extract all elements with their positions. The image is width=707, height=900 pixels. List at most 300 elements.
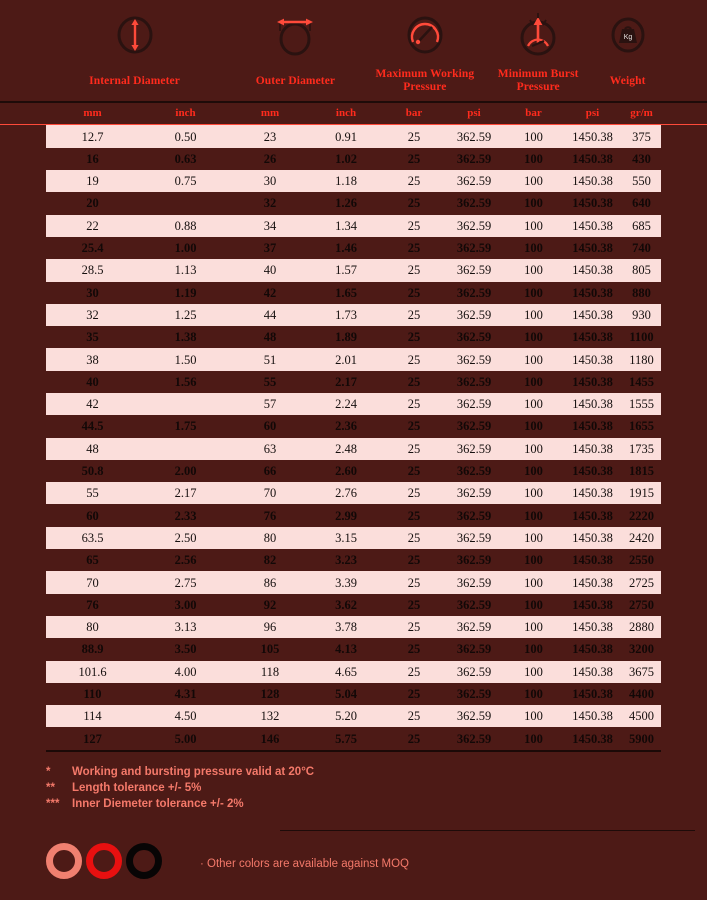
table-cell: 20 xyxy=(86,196,99,211)
table-cell-group xyxy=(232,126,384,148)
table-cell-group xyxy=(504,371,622,393)
table-cell: 70 xyxy=(263,486,277,501)
table-row xyxy=(46,438,661,460)
table-cell: 362.59 xyxy=(456,553,492,568)
table-row xyxy=(46,192,661,214)
table-cell-group xyxy=(232,527,384,549)
table-cell: 1450.38 xyxy=(572,530,613,545)
table-cell: 1450.38 xyxy=(572,419,613,434)
table-cell-group xyxy=(384,215,504,237)
table-cell: 3.50 xyxy=(174,642,197,657)
table-cell-group xyxy=(46,192,232,214)
table-cell: 25 xyxy=(407,397,421,412)
table-cell: 2750 xyxy=(629,597,654,612)
table-cell: 3.15 xyxy=(335,530,357,545)
swatch-red xyxy=(86,843,122,879)
table-cell: 362.59 xyxy=(456,174,492,189)
table-cell: 805 xyxy=(632,263,651,278)
table-cell-group xyxy=(622,527,661,549)
table-cell: 12.7 xyxy=(81,129,104,144)
table-row xyxy=(46,304,661,326)
table-row xyxy=(46,527,661,549)
table-cell-group xyxy=(504,661,622,683)
table-cell-group xyxy=(384,482,504,504)
table-cell: 60 xyxy=(86,508,99,523)
table-cell: 25 xyxy=(407,664,421,679)
table-cell-group xyxy=(504,237,622,259)
table-cell: 25 xyxy=(407,687,421,701)
table-cell-group xyxy=(46,594,232,616)
section-divider xyxy=(280,830,695,831)
table-cell: 100 xyxy=(524,441,543,456)
table-cell: 2.99 xyxy=(335,508,357,523)
table-cell: 1.25 xyxy=(174,307,197,322)
header-max-working-pressure-label: Maximum Working Pressure xyxy=(375,68,475,94)
table-cell: 1450.38 xyxy=(572,709,613,724)
table-cell-group xyxy=(232,438,384,460)
table-cell-group xyxy=(504,616,622,638)
table-cell-group xyxy=(504,304,622,326)
table-cell: 1450.38 xyxy=(572,263,613,278)
table-cell-group xyxy=(384,638,504,660)
table-cell: 1100 xyxy=(629,330,654,345)
table-cell: 80 xyxy=(86,620,99,635)
weight-icon-label: Kg xyxy=(623,34,632,41)
table-row xyxy=(46,661,661,683)
table-cell: 362.59 xyxy=(456,419,492,434)
table-cell-group xyxy=(504,705,622,727)
table-cell: 1735 xyxy=(629,441,654,456)
table-row xyxy=(46,683,661,705)
table-cell-group xyxy=(504,192,622,214)
table-cell: 100 xyxy=(524,218,543,233)
table-cell-group xyxy=(46,616,232,638)
unit-weight-grm: gr/m xyxy=(630,107,653,120)
table-cell-group xyxy=(46,326,232,348)
table-cell: 362.59 xyxy=(456,241,492,256)
table-cell: 2.48 xyxy=(335,441,357,456)
table-cell: 51 xyxy=(263,352,277,367)
table-cell: 48 xyxy=(86,441,99,456)
table-cell: 2.01 xyxy=(335,352,357,367)
table-cell-group xyxy=(46,148,232,170)
unit-id-inch: inch xyxy=(175,107,196,120)
table-cell: 32 xyxy=(86,307,99,322)
table-cell-group xyxy=(622,683,661,705)
table-cell: 362.59 xyxy=(456,151,492,166)
table-cell: 70 xyxy=(86,575,99,590)
table-cell-group xyxy=(46,304,232,326)
table-cell: 740 xyxy=(632,241,651,256)
table-cell: 550 xyxy=(632,174,651,189)
table-cell-group xyxy=(622,728,661,750)
table-cell: 1815 xyxy=(629,464,654,479)
table-cell: 37 xyxy=(263,241,277,256)
table-cell-group xyxy=(504,683,622,705)
table-cell: 100 xyxy=(524,664,543,679)
table-cell: 55 xyxy=(263,374,277,389)
footnote-marker: * xyxy=(46,765,51,778)
table-cell: 362.59 xyxy=(456,620,492,635)
table-cell-group xyxy=(622,126,661,148)
table-cell: 22 xyxy=(86,218,99,233)
footnote xyxy=(46,764,707,780)
internal-diameter-icon xyxy=(46,8,223,62)
table-cell: 3.62 xyxy=(335,597,357,612)
table-cell-group xyxy=(384,148,504,170)
table-cell: 114 xyxy=(83,709,102,724)
table-cell-group xyxy=(46,438,232,460)
moq-note: · Other colors are available against MOQ xyxy=(200,858,410,870)
table-cell: 25 xyxy=(407,330,421,345)
table-cell-group xyxy=(622,282,661,304)
table-cell: 362.59 xyxy=(456,397,492,412)
table-cell: 1.19 xyxy=(174,285,197,300)
table-cell: 23 xyxy=(263,129,277,144)
table-cell: 1450.38 xyxy=(572,241,613,256)
table-cell: 44.5 xyxy=(81,419,104,434)
table-cell: 1.26 xyxy=(335,196,357,211)
table-cell-group xyxy=(384,549,504,571)
table-cell-group xyxy=(504,460,622,482)
unit-mbp-bar: bar xyxy=(525,107,542,120)
table-cell: 25 xyxy=(407,263,421,278)
table-cell: 82 xyxy=(263,553,277,568)
table-cell-group xyxy=(384,438,504,460)
table-cell-group xyxy=(232,237,384,259)
table-row xyxy=(46,616,661,638)
table-cell: 25 xyxy=(407,151,421,166)
table-row xyxy=(46,393,661,415)
table-cell: 100 xyxy=(524,285,543,300)
table-cell: 100 xyxy=(524,397,543,412)
color-swatch-bar xyxy=(46,843,166,879)
footnote-marker: ** xyxy=(46,781,55,794)
table-group-header xyxy=(0,62,707,103)
table-cell: 1450.38 xyxy=(572,397,613,412)
table-cell: 25 xyxy=(407,307,421,322)
table-cell: 1.13 xyxy=(174,263,197,278)
table-cell-group xyxy=(232,482,384,504)
table-cell: 1.46 xyxy=(335,241,357,256)
table-cell: 0.63 xyxy=(174,151,197,166)
table-cell: 1450.38 xyxy=(572,129,613,144)
table-cell-group xyxy=(622,505,661,527)
table-cell: 34 xyxy=(263,218,277,233)
table-cell: 127 xyxy=(83,731,102,746)
outer-diameter-icon xyxy=(223,8,368,62)
table-cell: 362.59 xyxy=(456,642,492,657)
table-cell: 0.91 xyxy=(335,129,357,144)
table-cell: 1.65 xyxy=(335,285,357,300)
table-cell: 2.17 xyxy=(174,486,197,501)
table-cell-group xyxy=(504,326,622,348)
table-row xyxy=(46,549,661,571)
table-cell-group xyxy=(384,126,504,148)
table-cell: 2725 xyxy=(629,575,654,590)
table-cell-group xyxy=(622,215,661,237)
table-cell: 26 xyxy=(263,151,277,166)
working-pressure-gauge-icon xyxy=(368,8,482,62)
table-cell: 100 xyxy=(524,352,543,367)
table-cell: 362.59 xyxy=(456,575,492,590)
table-cell: 132 xyxy=(260,709,280,724)
table-cell: 2420 xyxy=(629,530,654,545)
swatch-black xyxy=(126,843,162,879)
table-cell: 100 xyxy=(524,307,543,322)
unit-mbp-psi: psi xyxy=(585,107,600,120)
table-cell-group xyxy=(232,683,384,705)
table-cell-group xyxy=(504,505,622,527)
table-cell: 2.24 xyxy=(335,397,357,412)
table-cell: 1.56 xyxy=(174,374,197,389)
table-cell: 25 xyxy=(407,464,421,479)
table-cell-group xyxy=(622,304,661,326)
table-cell: 50.8 xyxy=(81,464,104,479)
table-cell-group xyxy=(384,415,504,437)
table-cell: 3200 xyxy=(629,642,654,657)
table-cell-group xyxy=(232,594,384,616)
table-cell: 1450.38 xyxy=(572,330,613,345)
table-cell: 100 xyxy=(524,486,543,501)
table-cell-group xyxy=(46,460,232,482)
table-cell-group xyxy=(232,705,384,727)
table-row xyxy=(46,482,661,504)
table-cell-group xyxy=(232,215,384,237)
table-cell: 1915 xyxy=(629,486,654,501)
table-cell-group xyxy=(504,438,622,460)
header-min-burst-pressure xyxy=(482,62,594,101)
table-cell: 86 xyxy=(263,575,277,590)
table-cell: 25 xyxy=(407,530,421,545)
table-cell: 63 xyxy=(263,441,277,456)
table-cell: 88.9 xyxy=(81,642,104,657)
table-cell: 4400 xyxy=(629,687,654,701)
table-cell: 362.59 xyxy=(456,441,492,456)
table-cell: 57 xyxy=(263,397,277,412)
footnote xyxy=(46,796,707,812)
table-cell-group xyxy=(622,349,661,371)
table-cell: 362.59 xyxy=(456,530,492,545)
table-cell: 25.4 xyxy=(81,241,104,256)
table-cell: 2.50 xyxy=(174,530,197,545)
table-cell-group xyxy=(46,527,232,549)
table-row xyxy=(46,125,661,147)
table-cell-group xyxy=(232,148,384,170)
table-cell: 1450.38 xyxy=(572,151,613,166)
table-cell: 362.59 xyxy=(456,218,492,233)
table-cell-group xyxy=(504,215,622,237)
footnotes xyxy=(0,752,707,812)
table-cell-group xyxy=(46,371,232,393)
table-cell: 1180 xyxy=(629,352,654,367)
unit-od-mm: mm xyxy=(260,107,280,120)
table-cell: 362.59 xyxy=(456,263,492,278)
table-cell: 25 xyxy=(407,575,421,590)
burst-pressure-icon xyxy=(482,8,594,62)
table-cell-group xyxy=(622,616,661,638)
table-cell: 1450.38 xyxy=(572,687,613,701)
table-cell-group xyxy=(622,661,661,683)
table-cell: 2.17 xyxy=(335,374,357,389)
header-outer-diameter xyxy=(223,62,368,101)
table-cell-group xyxy=(504,415,622,437)
table-cell-group xyxy=(622,326,661,348)
table-cell: 42 xyxy=(86,397,99,412)
unit-id-mm: mm xyxy=(83,107,102,120)
table-cell: 100 xyxy=(524,642,543,657)
table-row xyxy=(46,571,661,593)
footnote-text: Working and bursting pressure valid at 20°C xyxy=(72,765,315,778)
table-cell: 66 xyxy=(263,464,277,479)
table-cell: 48 xyxy=(263,330,277,345)
table-cell: 1450.38 xyxy=(572,464,613,479)
table-cell: 1450.38 xyxy=(572,597,613,612)
table-cell: 100 xyxy=(524,374,543,389)
table-cell-group xyxy=(504,126,622,148)
table-cell: 362.59 xyxy=(456,374,492,389)
table-cell-group xyxy=(622,549,661,571)
table-cell: 1450.38 xyxy=(572,307,613,322)
unit-mwp-psi: psi xyxy=(467,107,481,120)
table-cell: 4.65 xyxy=(335,664,357,679)
table-cell: 1.89 xyxy=(335,330,357,345)
spec-table xyxy=(0,125,707,749)
table-cell xyxy=(139,192,232,214)
table-cell: 362.59 xyxy=(456,731,492,746)
table-cell: 375 xyxy=(632,129,651,144)
table-cell: 1.34 xyxy=(335,218,357,233)
table-cell-group xyxy=(504,259,622,281)
table-cell: 40 xyxy=(86,374,99,389)
table-cell-group xyxy=(384,192,504,214)
table-cell: 100 xyxy=(524,597,543,612)
table-cell: 110 xyxy=(83,687,102,701)
table-cell xyxy=(139,393,232,415)
table-cell-group xyxy=(232,192,384,214)
table-cell: 60 xyxy=(263,419,277,434)
table-cell: 4.50 xyxy=(174,709,197,724)
table-cell-group xyxy=(46,415,232,437)
table-row xyxy=(46,460,661,482)
table-cell: 44 xyxy=(263,307,277,322)
table-cell: 35 xyxy=(86,330,99,345)
table-cell: 55 xyxy=(86,486,99,501)
table-cell: 1.38 xyxy=(174,330,197,345)
table-cell-group xyxy=(232,304,384,326)
table-cell: 362.59 xyxy=(456,352,492,367)
table-cell-group xyxy=(504,594,622,616)
table-cell-group xyxy=(504,638,622,660)
table-cell-group xyxy=(46,126,232,148)
table-cell-group xyxy=(232,572,384,594)
table-cell: 2.56 xyxy=(174,553,197,568)
table-cell: 0.50 xyxy=(174,129,197,144)
table-cell: 0.88 xyxy=(174,218,197,233)
table-cell: 3.00 xyxy=(174,597,197,612)
table-cell: 4.31 xyxy=(174,687,197,701)
table-cell-group xyxy=(232,616,384,638)
table-cell-group xyxy=(384,326,504,348)
table-cell-group xyxy=(232,460,384,482)
table-cell-group xyxy=(232,371,384,393)
table-cell: 1.75 xyxy=(174,419,197,434)
table-cell-group xyxy=(384,728,504,750)
table-cell: 25 xyxy=(407,597,421,612)
table-cell: 100 xyxy=(524,196,543,211)
table-cell-group xyxy=(622,415,661,437)
table-cell-group xyxy=(384,349,504,371)
table-cell-group xyxy=(622,170,661,192)
table-cell: 25 xyxy=(407,508,421,523)
table-cell: 2220 xyxy=(629,508,654,523)
table-cell: 1455 xyxy=(629,374,654,389)
table-cell: 1450.38 xyxy=(572,553,613,568)
table-cell: 640 xyxy=(632,196,651,211)
table-cell: 100 xyxy=(524,241,543,256)
table-cell: 30 xyxy=(263,174,277,189)
table-cell: 4500 xyxy=(629,709,654,724)
table-cell: 930 xyxy=(632,307,651,322)
table-cell-group xyxy=(384,393,504,415)
table-cell-group xyxy=(46,393,232,415)
table-cell: 362.59 xyxy=(456,464,492,479)
table-cell: 146 xyxy=(260,731,280,746)
table-cell: 19 xyxy=(86,174,99,189)
table-cell: 42 xyxy=(263,285,277,300)
table-cell-group xyxy=(622,192,661,214)
table-cell: 3.23 xyxy=(335,553,357,568)
footnote-text: Length tolerance +/- 5% xyxy=(72,781,202,794)
table-cell: 3.39 xyxy=(335,575,357,590)
table-cell: 362.59 xyxy=(456,196,492,211)
table-cell: 100 xyxy=(524,530,543,545)
table-cell-group xyxy=(504,170,622,192)
table-cell: 30 xyxy=(86,285,99,300)
table-cell-group xyxy=(46,549,232,571)
table-cell: 100 xyxy=(524,174,543,189)
table-cell: 5.04 xyxy=(335,687,357,701)
table-cell-group xyxy=(384,282,504,304)
table-cell-group xyxy=(46,705,232,727)
swatch-salmon xyxy=(46,843,82,879)
header-min-burst-pressure-label: Minimum Burst Pressure xyxy=(497,68,579,94)
table-cell-group xyxy=(232,170,384,192)
table-cell-group xyxy=(46,237,232,259)
table-cell: 76 xyxy=(86,597,99,612)
table-cell: 1450.38 xyxy=(572,575,613,590)
table-cell: 5900 xyxy=(629,731,654,746)
table-cell-group xyxy=(232,393,384,415)
table-cell: 5.75 xyxy=(335,731,357,746)
table-row xyxy=(46,371,661,393)
table-cell: 430 xyxy=(632,151,651,166)
table-cell-group xyxy=(46,215,232,237)
table-row xyxy=(46,705,661,727)
table-cell: 25 xyxy=(407,174,421,189)
table-cell: 362.59 xyxy=(456,129,492,144)
table-cell-group xyxy=(46,728,232,750)
table-cell: 1.00 xyxy=(174,241,197,256)
table-cell-group xyxy=(384,527,504,549)
table-cell: 100 xyxy=(524,508,543,523)
table-cell: 685 xyxy=(632,218,651,233)
table-cell: 1450.38 xyxy=(572,374,613,389)
table-cell: 0.75 xyxy=(174,174,197,189)
table-cell: 1450.38 xyxy=(572,486,613,501)
table-cell: 3675 xyxy=(629,664,654,679)
table-cell: 1450.38 xyxy=(572,664,613,679)
